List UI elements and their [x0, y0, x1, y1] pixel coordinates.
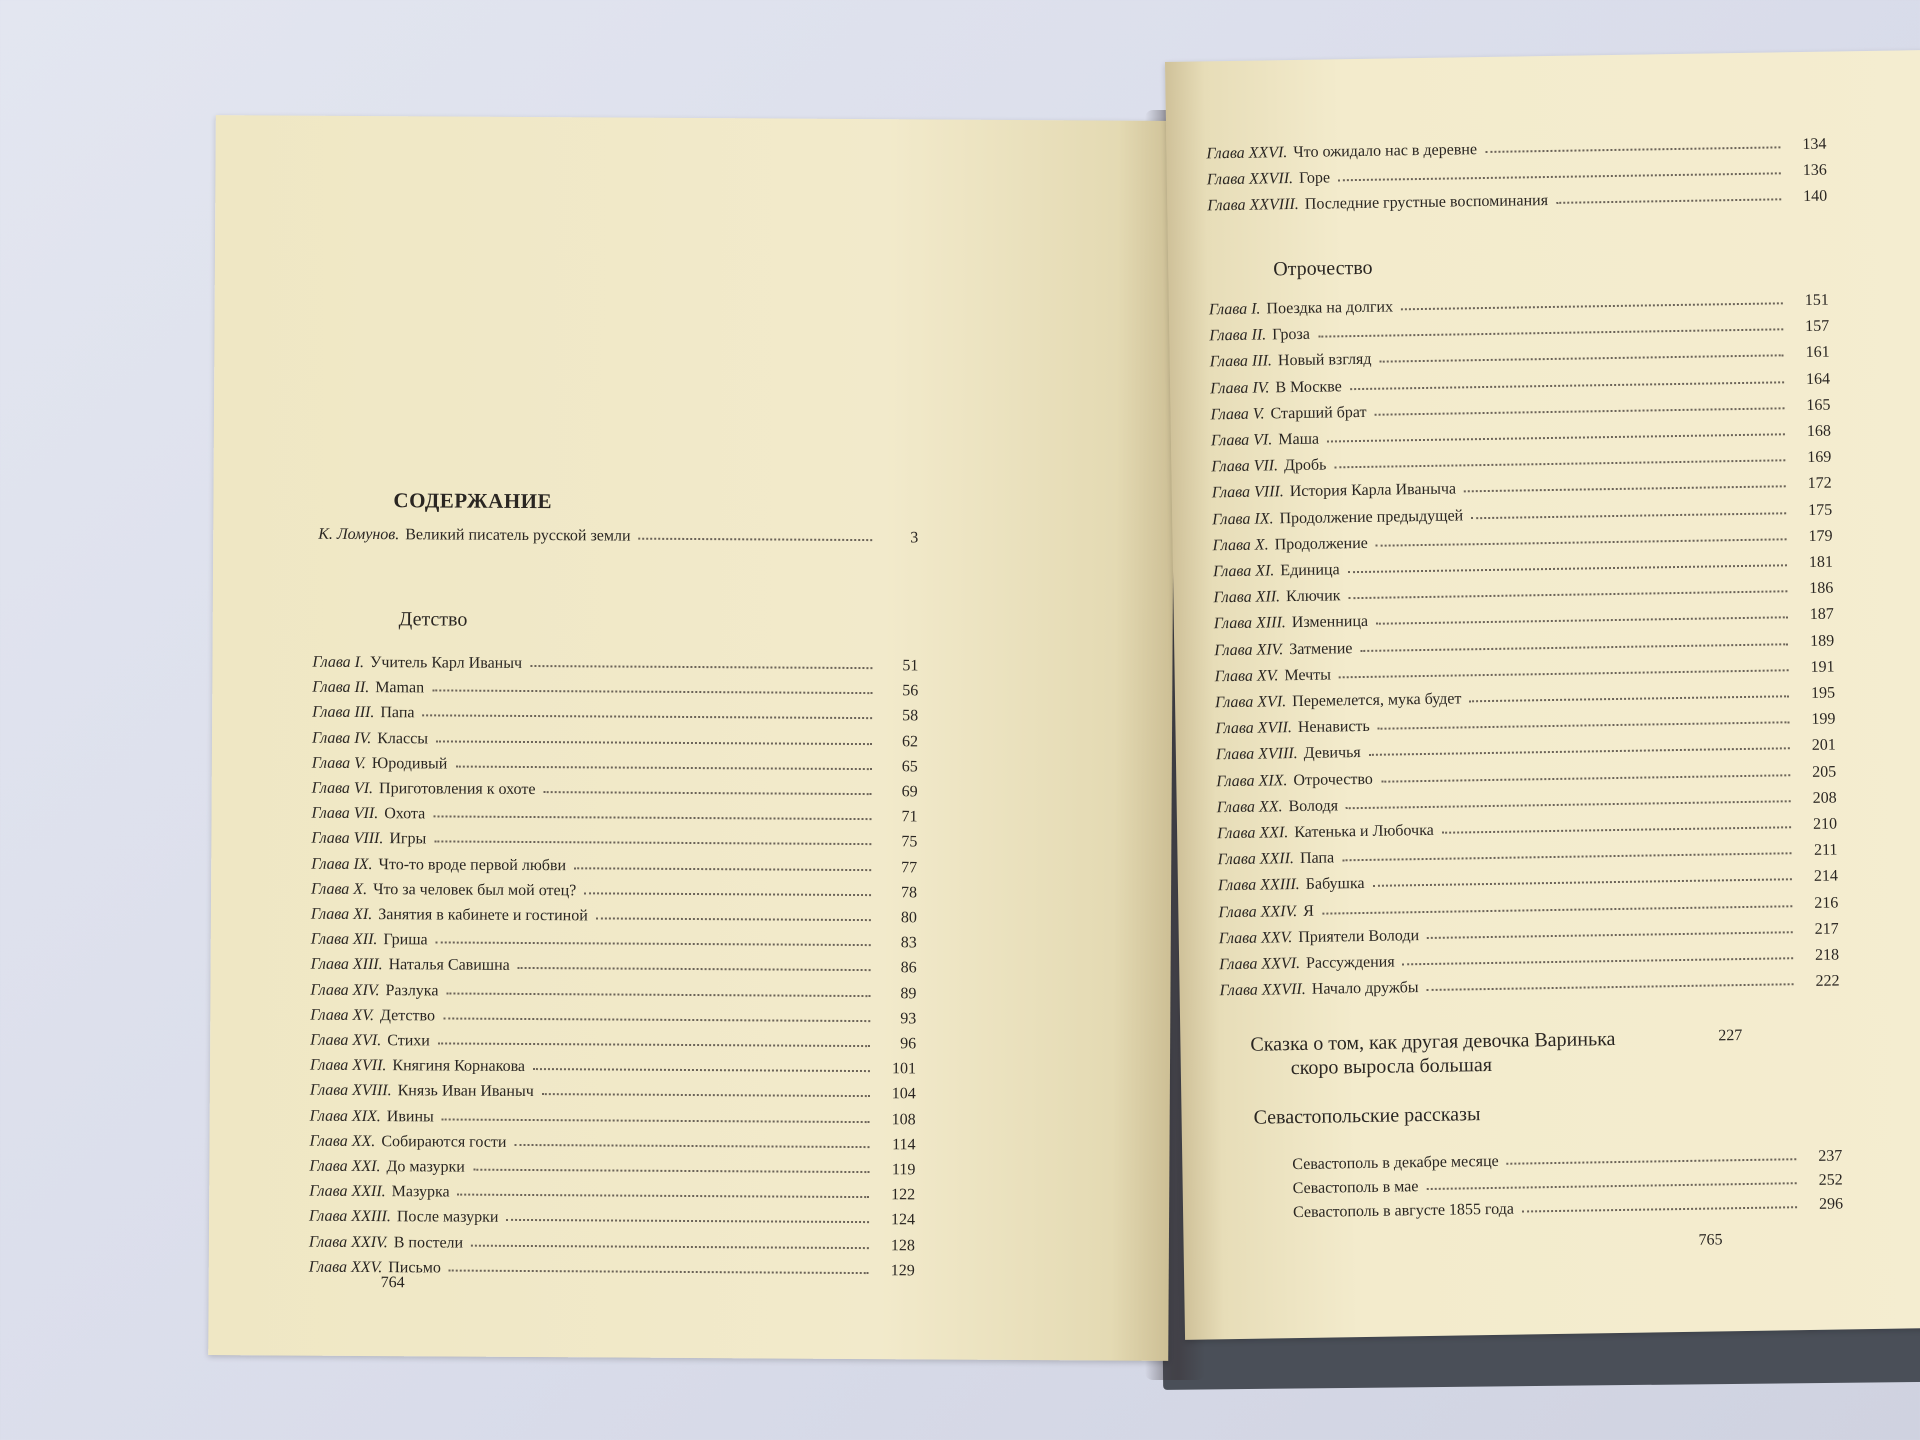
- chapter-label: Глава III.: [1209, 352, 1273, 371]
- chapter-label: Глава XVIII.: [309, 1082, 392, 1100]
- toc-entry: [309, 1152, 915, 1180]
- toc-entry: [311, 849, 917, 877]
- page-ref: 157: [1805, 317, 1830, 336]
- dot-leader: [1376, 617, 1788, 625]
- fairy-tale-title-line1: Сказка о том, как другая девочка Варинька: [1250, 1028, 1616, 1056]
- dot-leader: [1464, 486, 1786, 493]
- chapter-label: Глава XXIV.: [308, 1233, 388, 1251]
- dot-leader: [1522, 1206, 1797, 1212]
- chapter-title: В постели: [393, 1233, 464, 1252]
- chapter-title: Папа: [380, 704, 415, 722]
- fairy-tale-title-line2: скоро выросла большая: [1290, 1053, 1493, 1080]
- dot-leader: [449, 1269, 869, 1274]
- dot-leader: [455, 765, 871, 770]
- chapter-title: Перемелется, мука будет: [1292, 690, 1462, 711]
- chapter-title: Продолжение предыдущей: [1279, 506, 1464, 527]
- chapter-label: Глава XIII.: [310, 956, 383, 974]
- chapter-title: Что ожидало нас в деревне: [1293, 141, 1478, 161]
- chapter-title: Князь Иван Иваныч: [397, 1082, 534, 1101]
- dot-leader: [1346, 800, 1791, 809]
- chapter-title: Бабушка: [1305, 875, 1365, 894]
- dot-leader: [434, 841, 871, 846]
- chapter-label: Глава XII.: [310, 930, 378, 949]
- page-ref: 89: [900, 984, 917, 1002]
- page-ref: 191: [1810, 658, 1835, 676]
- fairy-tale-page: 227: [1718, 1027, 1743, 1045]
- chapter-label: Глава I.: [312, 653, 365, 671]
- dot-leader: [1375, 407, 1785, 415]
- page-ref: 124: [891, 1211, 916, 1229]
- chapter-title: Юродивый: [371, 754, 448, 773]
- page-ref: 104: [891, 1085, 916, 1103]
- chapter-title: Собираются гости: [381, 1132, 507, 1151]
- chapter-title: Письмо: [388, 1258, 441, 1277]
- toc-entry: [309, 1227, 915, 1255]
- toc-entry: [310, 1026, 916, 1054]
- toc-entry: [309, 1126, 915, 1154]
- dot-leader: [1318, 329, 1783, 338]
- chapter-title: Княгиня Корнакова: [392, 1057, 526, 1076]
- intro-entry: [318, 520, 918, 548]
- chapter-label: Глава XIV.: [1214, 640, 1284, 659]
- dot-leader: [518, 967, 871, 971]
- chapter-title: Занятия в кабинете и гостиной: [378, 906, 588, 925]
- chapter-label: Глава XIX.: [309, 1107, 381, 1125]
- page-ref: 218: [1814, 946, 1840, 964]
- page-ref: 140: [1803, 187, 1828, 205]
- page-ref: 114: [892, 1136, 916, 1154]
- chapter-label: Глава XIV.: [310, 981, 380, 999]
- dot-leader: [1485, 146, 1780, 153]
- page-ref: 122: [891, 1186, 916, 1204]
- page-ref: 151: [1804, 291, 1829, 309]
- chapter-label: Глава XXII.: [309, 1182, 386, 1201]
- dot-leader: [1427, 983, 1794, 991]
- chapter-title: Катенька и Любочка: [1294, 821, 1434, 842]
- page-ref: 86: [900, 959, 917, 977]
- chapter-label: Глава XIII.: [1213, 614, 1286, 633]
- chapter-label: Глава XX.: [1216, 798, 1283, 817]
- page-ref: 179: [1808, 527, 1833, 545]
- page-ref: 129: [890, 1262, 915, 1280]
- page-ref: 58: [902, 707, 919, 725]
- chapter-title: Стихи: [387, 1032, 430, 1050]
- dot-leader: [506, 1219, 869, 1223]
- toc-entry: [310, 1101, 916, 1129]
- chapter-title: Мечты: [1284, 666, 1332, 684]
- chapter-label: Глава IV.: [1209, 378, 1270, 397]
- chapter-label: Глава XX.: [309, 1132, 376, 1150]
- page-ref: 214: [1813, 867, 1839, 886]
- toc-entry: [309, 1177, 915, 1205]
- chapter-title: Володя: [1288, 797, 1339, 815]
- dot-leader: [1360, 643, 1788, 652]
- toc-entry: [312, 698, 918, 726]
- toc-entry: [312, 774, 918, 802]
- chapter-label: Глава XVII.: [309, 1056, 387, 1075]
- chapter-label: Глава VI.: [1210, 431, 1273, 450]
- page-ref: 195: [1810, 684, 1836, 702]
- dot-leader: [442, 1118, 870, 1123]
- right-page: [1165, 50, 1920, 1340]
- intro-page: 3: [910, 529, 919, 547]
- chapter-label: Глава VI.: [311, 779, 374, 798]
- page-ref: 69: [901, 783, 918, 801]
- chapter-title: Севастополь в августе 1855 года: [1292, 1200, 1515, 1222]
- chapter-label: Глава X.: [1212, 536, 1269, 555]
- chapter-title: Дробь: [1283, 456, 1327, 475]
- chapter-title: Папа: [1299, 849, 1335, 868]
- chapter-label: Глава XVIII.: [1215, 745, 1298, 764]
- chapter-title: Ключик: [1285, 587, 1341, 606]
- dot-leader: [443, 1017, 870, 1022]
- dot-leader: [458, 1194, 870, 1199]
- page-ref: 93: [900, 1010, 917, 1028]
- chapter-title: Горе: [1298, 169, 1331, 187]
- dot-leader: [1339, 669, 1789, 678]
- chapter-title: Рассуждения: [1305, 953, 1395, 972]
- chapter-title: Maman: [375, 679, 425, 697]
- open-book: [190, 70, 1844, 1390]
- chapter-title: Старший брат: [1270, 403, 1367, 423]
- chapter-label: Глава IV.: [311, 729, 372, 747]
- chapter-label: Глава XVII.: [1215, 719, 1293, 738]
- toc-entry: [310, 1051, 916, 1079]
- chapter-title: Единица: [1280, 561, 1340, 580]
- dot-leader: [1401, 302, 1783, 310]
- fairy-tale-entry: [1250, 1027, 1616, 1081]
- chapter-title: Ненависть: [1297, 718, 1370, 737]
- chapter-label: Глава III.: [312, 704, 375, 722]
- page-ref: 80: [900, 909, 917, 927]
- page-ref: 217: [1814, 920, 1839, 938]
- toc-entry: [311, 824, 917, 852]
- dot-leader: [1471, 512, 1786, 519]
- page-ref: 77: [901, 858, 918, 876]
- chapter-title: Я: [1303, 902, 1315, 920]
- chapter-title: История Карла Иваныча: [1289, 480, 1457, 501]
- page-ref: 108: [891, 1110, 916, 1128]
- chapter-label: Глава VIII.: [311, 830, 384, 848]
- page-ref: 181: [1808, 553, 1834, 571]
- dot-leader: [596, 917, 871, 921]
- chapter-label: Глава XI.: [1212, 562, 1275, 581]
- page-ref: 216: [1814, 894, 1839, 912]
- chapter-title: Что-то вроде первой любви: [378, 855, 567, 874]
- page-ref: 128: [890, 1236, 915, 1254]
- page-ref: 186: [1809, 579, 1834, 598]
- dot-leader: [574, 867, 871, 871]
- toc-entry: [310, 1000, 916, 1028]
- dot-leader: [1373, 879, 1792, 888]
- dot-leader: [1338, 172, 1781, 181]
- right-top-chapter-list: [1165, 50, 1920, 215]
- page-ref: 134: [1802, 135, 1827, 153]
- page-number-left: 764: [380, 1274, 405, 1292]
- chapter-title: Затмение: [1289, 639, 1353, 658]
- chapter-title: Разлука: [385, 981, 439, 1000]
- chapter-label: Глава X.: [311, 880, 368, 898]
- page-ref: 252: [1818, 1171, 1843, 1189]
- chapter-title: Приготовления к охоте: [378, 780, 536, 799]
- chapter-label: Глава XXIV.: [1218, 902, 1298, 921]
- chapter-title: Ивины: [386, 1107, 434, 1126]
- dot-leader: [542, 1093, 870, 1097]
- page-ref: 237: [1818, 1147, 1843, 1165]
- chapter-title: В Москве: [1275, 377, 1342, 396]
- chapter-title: Девичья: [1303, 744, 1361, 763]
- page-ref: 189: [1810, 632, 1835, 650]
- chapter-label: Глава XVI.: [1214, 693, 1287, 712]
- chapter-title: Учитель Карл Иваныч: [369, 654, 523, 672]
- section-sevastopol: Севастопольские рассказы: [1253, 1103, 1481, 1129]
- dot-leader: [533, 1068, 870, 1072]
- dot-leader: [1378, 721, 1790, 729]
- chapter-label: Глава XXVII.: [1219, 981, 1306, 1000]
- chapter-label: Глава XXV.: [1218, 928, 1293, 948]
- dot-leader: [433, 816, 871, 821]
- dot-leader: [1334, 459, 1785, 468]
- chapter-title: Наталья Савишна: [388, 956, 510, 975]
- dot-leader: [514, 1144, 869, 1148]
- chapter-title: Гроза: [1272, 325, 1311, 344]
- toc-entry: [311, 950, 917, 978]
- toc-entry: [312, 748, 918, 776]
- page-ref: 78: [901, 884, 918, 902]
- dot-leader: [446, 992, 870, 997]
- chapter-label: Глава XIX.: [1216, 771, 1288, 790]
- chapter-label: Глава VIII.: [1211, 483, 1284, 502]
- chapter-title: Приятели Володи: [1298, 926, 1420, 946]
- chapter-title: Севастополь в мае: [1292, 1178, 1419, 1198]
- page-ref: 208: [1812, 789, 1837, 807]
- dot-leader: [422, 715, 872, 720]
- section-otrochestvo: Отрочество: [1273, 256, 1373, 281]
- toc-entry: [311, 900, 917, 928]
- chapter-label: Глава XXVI.: [1219, 954, 1301, 974]
- dot-leader: [1403, 957, 1794, 965]
- chapter-label: Глава II.: [1209, 326, 1267, 345]
- dot-leader: [436, 942, 871, 947]
- left-page: [208, 115, 1176, 1361]
- page-ref: 161: [1805, 343, 1830, 362]
- chapter-title: Новый взгляд: [1277, 351, 1372, 370]
- toc-entry: [311, 874, 917, 902]
- contents-heading: СОДЕРЖАНИЕ: [393, 488, 553, 514]
- intro-author: К. Ломунов.: [318, 525, 400, 544]
- dot-leader: [1369, 748, 1790, 757]
- page-ref: 172: [1807, 474, 1832, 493]
- page-ref: 199: [1811, 710, 1836, 729]
- toc-entry: [312, 673, 918, 701]
- chapter-title: Продолжение: [1274, 534, 1368, 554]
- chapter-label: Глава VII.: [1211, 457, 1279, 476]
- dot-leader: [1381, 774, 1790, 782]
- dot-leader: [432, 690, 872, 695]
- chapter-title: Что за человек был мой отец?: [373, 880, 577, 900]
- dot-leader: [639, 538, 873, 541]
- intro-title: Великий писатель русской земли: [405, 526, 631, 545]
- chapter-label: Глава IX.: [311, 855, 373, 873]
- chapter-label: Глава XXVII.: [1206, 170, 1294, 189]
- chapter-title: Маша: [1278, 430, 1320, 449]
- chapter-label: Глава XXI.: [1216, 824, 1289, 843]
- dot-leader: [1427, 931, 1793, 939]
- chapter-label: Глава XXIII.: [309, 1208, 391, 1226]
- dot-leader: [1342, 852, 1791, 861]
- chapter-title: Игры: [389, 830, 427, 848]
- dot-leader: [1350, 381, 1784, 390]
- chapter-label: Глава V.: [1210, 405, 1265, 424]
- page-ref: 187: [1809, 605, 1834, 624]
- chapter-label: Глава XVI.: [310, 1031, 382, 1050]
- dot-leader: [1348, 564, 1787, 573]
- dot-leader: [1426, 1182, 1796, 1190]
- dot-leader: [1327, 433, 1785, 442]
- dot-leader: [1469, 695, 1789, 702]
- chapter-title: Изменница: [1291, 613, 1369, 632]
- page-ref: 164: [1805, 370, 1831, 388]
- page-ref: 168: [1806, 422, 1832, 440]
- chapter-title: Поездка на долгих: [1266, 298, 1394, 318]
- dot-leader: [1349, 590, 1788, 599]
- chapter-title: Детство: [379, 1006, 436, 1025]
- dot-leader: [1507, 1158, 1797, 1165]
- chapter-label: Глава XXVI.: [1206, 144, 1288, 163]
- page-ref: 75: [901, 833, 918, 851]
- dot-leader: [1376, 538, 1787, 546]
- page-ref: 65: [901, 758, 918, 776]
- page-ref: 169: [1807, 448, 1832, 467]
- dot-leader: [473, 1169, 870, 1173]
- toc-entry: [311, 925, 917, 953]
- chapter-label: Глава II.: [312, 678, 370, 697]
- page-ref: 211: [1813, 841, 1838, 860]
- chapter-label: Глава XXII.: [1217, 850, 1295, 869]
- dot-leader: [1322, 905, 1792, 914]
- chapter-title: Мазурка: [391, 1183, 450, 1201]
- chapter-title: Последние грустные воспоминания: [1304, 192, 1549, 213]
- chapter-label: Глава XXI.: [309, 1157, 381, 1176]
- page-ref: 96: [900, 1035, 917, 1053]
- chapter-label: Глава I.: [1208, 300, 1261, 319]
- page-ref: 62: [901, 732, 919, 750]
- page-ref: 175: [1807, 501, 1833, 519]
- chapter-label: Глава VII.: [311, 804, 379, 823]
- page-ref: 136: [1802, 161, 1827, 179]
- dot-leader: [543, 791, 871, 795]
- chapter-label: Глава XV.: [310, 1006, 375, 1024]
- page-ref: 119: [891, 1161, 916, 1179]
- chapter-label: Глава IX.: [1212, 509, 1274, 528]
- page-ref: 201: [1811, 736, 1836, 755]
- dot-leader: [1380, 355, 1784, 363]
- chapter-title: Классы: [377, 729, 429, 747]
- chapter-label: Глава V.: [311, 754, 366, 772]
- dot-leader: [436, 740, 872, 745]
- chapter-label: Глава XXIII.: [1217, 876, 1300, 895]
- dot-leader: [438, 1042, 870, 1047]
- toc-entry: [312, 723, 918, 751]
- page-ref: 210: [1812, 815, 1838, 833]
- chapter-title: До мазурки: [386, 1158, 465, 1176]
- page-ref: 101: [891, 1060, 917, 1078]
- chapter-title: Начало дружбы: [1311, 979, 1419, 998]
- page-ref: 205: [1812, 763, 1837, 781]
- page-ref: 296: [1818, 1195, 1844, 1213]
- page-ref: 51: [902, 657, 919, 675]
- page-ref: 165: [1806, 396, 1831, 414]
- chapter-title: Севастополь в декабре месяце: [1292, 1152, 1499, 1174]
- dot-leader: [530, 665, 872, 669]
- page-ref: 56: [902, 682, 919, 700]
- chapter-title: Отрочество: [1293, 770, 1373, 789]
- toc-entry: [312, 648, 918, 676]
- toc-entry: [310, 1076, 916, 1104]
- toc-entry: [311, 799, 917, 827]
- chapter-label: Глава XV.: [1214, 667, 1279, 686]
- page-ref: 83: [900, 934, 917, 952]
- chapter-label: Глава XXV.: [308, 1258, 383, 1276]
- toc-entry: [310, 975, 916, 1003]
- dot-leader: [471, 1244, 869, 1248]
- page-ref: 222: [1815, 972, 1840, 991]
- chapter-title: Гриша: [383, 931, 428, 949]
- page-ref: 71: [901, 808, 918, 826]
- dot-leader: [1442, 826, 1791, 833]
- chapter-label: Глава XI.: [310, 905, 373, 924]
- section-detstvo: Детство: [398, 608, 468, 631]
- dot-leader: [1556, 198, 1781, 204]
- chapter-label: Глава XXVIII.: [1207, 195, 1299, 215]
- toc-entry: [309, 1202, 915, 1230]
- chapter-label: Глава XII.: [1213, 588, 1281, 607]
- chapter-title: После мазурки: [396, 1208, 499, 1227]
- page-number-right: 765: [1698, 1231, 1723, 1249]
- dot-leader: [584, 892, 871, 896]
- chapter-title: Охота: [384, 805, 426, 823]
